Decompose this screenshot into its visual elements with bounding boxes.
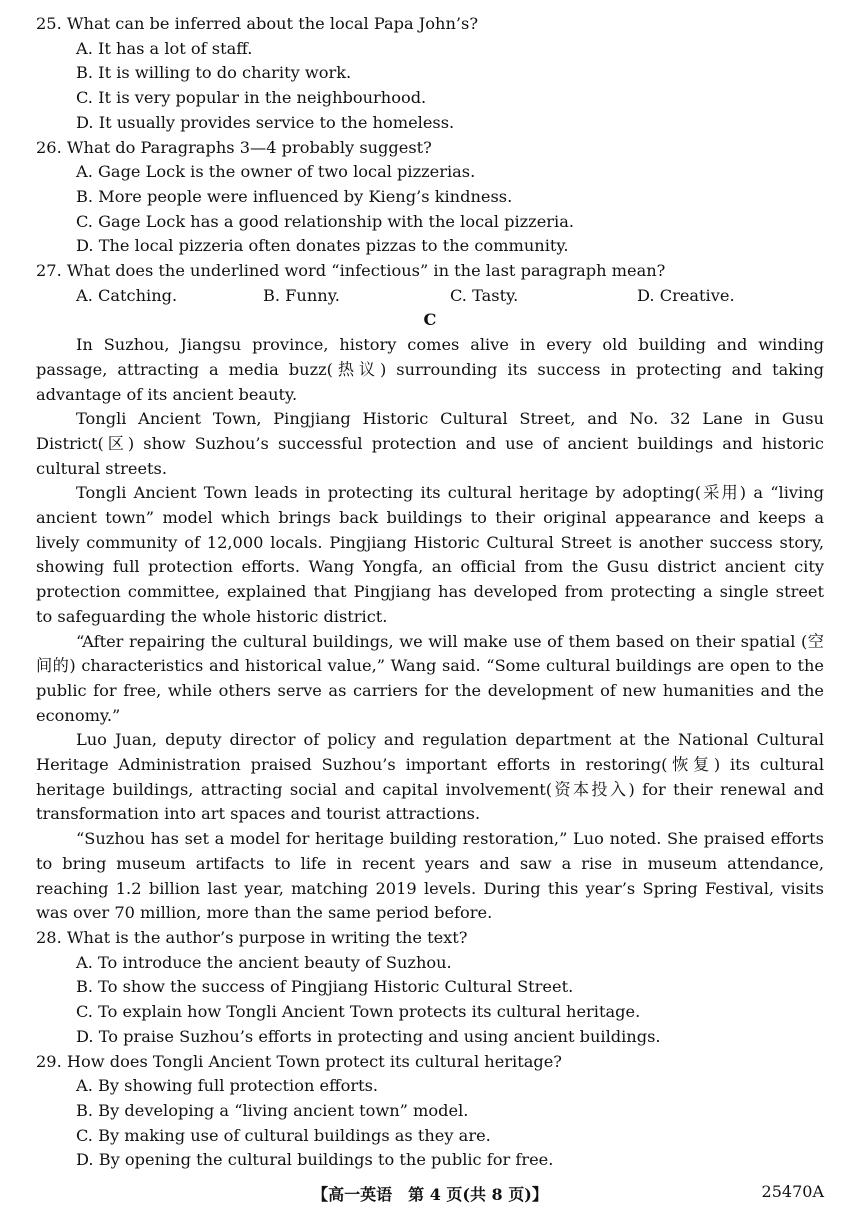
passage-paragraph: Luo Juan, deputy director of policy and regulation department at the National Cultural Heritage Administration praised Suzhou’s important efforts in restoring(恢复) its cultural heritage buildings, attracting social and capital involvement(资本投入) for their renewal and transformation into art spaces and tourist attractions. [36, 730, 824, 824]
option-d: D. Creative. [637, 285, 735, 305]
option-a: A. To introduce the ancient beauty of Suzhou. [76, 952, 452, 972]
option-c: C. By making use of cultural buildings as they are. [76, 1125, 491, 1145]
reading-passage [36, 333, 824, 926]
option-b: B. To show the success of Pingjiang Historic Cultural Street. [76, 977, 574, 997]
question-stem: 25. What can be inferred about the local Papa John’s? [36, 14, 479, 33]
option-c: C. It is very popular in the neighbourhood. [76, 88, 427, 108]
question-27 [36, 259, 824, 308]
question-29 [36, 1050, 824, 1174]
option-d: D. The local pizzeria often donates pizzas to the community. [76, 236, 569, 256]
passage-paragraph: Tongli Ancient Town, Pingjiang Historic Cultural Street, and No. 32 Lane in Gusu District(区) show Suzhou’s successful protection and use of ancient buildings and historic cultural streets. [36, 409, 824, 478]
option-a: A. By showing full protection efforts. [76, 1076, 379, 1096]
option-b: B. It is willing to do charity work. [76, 63, 352, 83]
question-25 [36, 12, 824, 136]
option-a: A. Catching. [76, 285, 178, 305]
question-stem: 26. What do Paragraphs 3—4 probably suggest? [36, 137, 432, 157]
option-b: B. By developing a “living ancient town” model. [76, 1100, 469, 1120]
question-28 [36, 926, 824, 1050]
exam-code: 25470A [761, 1182, 824, 1201]
option-a: A. Gage Lock is the owner of two local pizzerias. [76, 162, 476, 182]
passage-paragraph: In Suzhou, Jiangsu province, history comes alive in every old building and winding passage, attracting a media buzz(热议) surrounding its success in protecting and taking advantage of its ancient beauty. [36, 335, 824, 404]
question-stem: 27. What does the underlined word “infectious” in the last paragraph mean? [36, 261, 666, 281]
option-row [36, 284, 824, 309]
option-d: D. By opening the cultural buildings to the public for free. [76, 1150, 554, 1170]
option-c: C. Gage Lock has a good relationship with the local pizzeria. [76, 211, 575, 231]
page-number: 【高一英语 第 4 页(共 8 页)】 [312, 1185, 548, 1204]
question-stem: 28. What is the author’s purpose in writing the text? [36, 928, 468, 947]
option-c: C. Tasty. [450, 285, 519, 305]
option-b: B. Funny. [263, 285, 340, 305]
exam-page [36, 12, 824, 1173]
page-footer [0, 1182, 860, 1208]
question-26 [36, 136, 824, 260]
passage-paragraph: “After repairing the cultural buildings, we will make use of them based on their spatial (空间的) characteristics and historical value,” Wang said. “Some cultural buildings are open to the public for free, while others serve as carriers for the development of new humanities and the economy.” [36, 631, 824, 725]
option-b: B. More people were influenced by Kieng’s kindness. [76, 186, 513, 206]
option-c: C. To explain how Tongli Ancient Town protects its cultural heritage. [76, 1002, 641, 1022]
passage-paragraph: Tongli Ancient Town leads in protecting its cultural heritage by adopting(采用) a “living ancient town” model which brings back buildings to their original appearance and keeps a lively community of 12,000 locals. Pingjiang Historic Cultural Street is another success story, showing full protection efforts. Wang Yongfa, an official from the Gusu district ancient city protection committee, explained that Pingjiang has developed from protecting a single street to safeguarding the whole historic district. [36, 483, 824, 626]
section-title: C [423, 310, 437, 330]
passage-paragraph: “Suzhou has set a model for heritage building restoration,” Luo noted. She praised efforts to bring museum artifacts to life in recent years and saw a rise in museum attendance, reaching 1.2 billion last year, matching 2019 levels. During this year’s Spring Festival, visits was over 70 million, more than the same period before. [36, 829, 824, 923]
option-a: A. It has a lot of staff. [76, 38, 253, 58]
question-stem: 29. How does Tongli Ancient Town protect its cultural heritage? [36, 1051, 562, 1071]
option-d: D. It usually provides service to the homeless. [76, 112, 455, 132]
option-d: D. To praise Suzhou’s efforts in protecting and using ancient buildings. [76, 1026, 661, 1046]
